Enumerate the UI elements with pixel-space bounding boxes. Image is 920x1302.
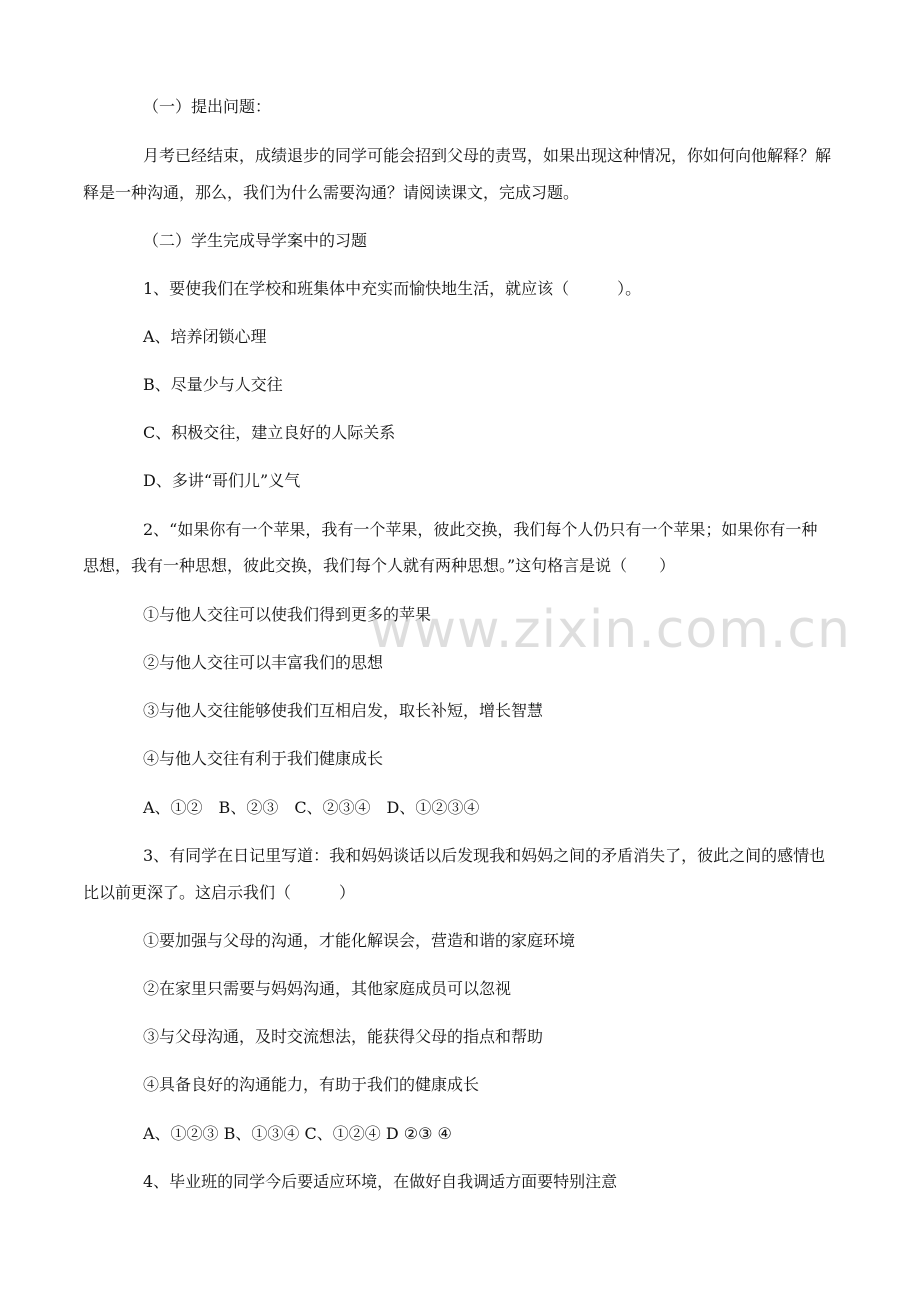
statement-2: ②与他人交往可以丰富我们的思想: [143, 653, 384, 672]
statement-1: ①要加强与父母的沟通，才能化解误会，营造和谐的家庭环境: [143, 931, 576, 950]
option-c: C、积极交往，建立良好的人际关系: [143, 423, 396, 442]
statement-3: ③与父母沟通，及时交流想法，能获得父母的指点和帮助: [143, 1027, 544, 1046]
question-3-continued: 比以前更深了。这启示我们（ ）: [83, 883, 356, 902]
question-2: 2、“如果你有一个苹果，我有一个苹果，彼此交换，我们每个人仍只有一个苹果；如果你有一种: [143, 520, 818, 539]
statement-4: ④与他人交往有利于我们健康成长: [143, 749, 384, 768]
section-heading-one: （一）提出问题：: [143, 97, 272, 116]
option-a: A、培养闭锁心理: [143, 327, 267, 346]
question-3: 3、有同学在日记里写道：我和妈妈谈话以后发现我和妈妈之间的矛盾消失了，彼此之间的感情也: [143, 846, 826, 865]
statement-3: ③与他人交往能够使我们互相启发，取长补短，增长智慧: [143, 701, 544, 720]
answer-options: A、①②③ B、①③④ C、①②④ D ②③ ④: [143, 1124, 452, 1143]
paragraph-line: 释是一种沟通，那么，我们为什么需要沟通？请阅读课文，完成习题。: [83, 183, 580, 202]
statement-2: ②在家里只需要与妈妈沟通，其他家庭成员可以忽视: [143, 979, 512, 998]
option-b: B、尽量少与人交往: [143, 375, 283, 394]
section-heading-two: （二）学生完成导学案中的习题: [143, 231, 368, 250]
question-1: 1、要使我们在学校和班集体中充实而愉快地生活，就应该（ ）。: [143, 279, 642, 298]
statement-4: ④具备良好的沟通能力，有助于我们的健康成长: [143, 1075, 480, 1094]
paragraph-line: 月考已经结束，成绩退步的同学可能会招到父母的责骂，如果出现这种情况，你如何向他解释？解: [143, 146, 832, 165]
question-4: 4、毕业班的同学今后要适应环境，在做好自我调适方面要特别注意: [143, 1172, 618, 1191]
answer-options: A、①② B、②③ C、②③④ D、①②③④: [143, 798, 480, 817]
watermark: www.zixin.com.cn: [370, 600, 851, 660]
statement-1: ①与他人交往可以使我们得到更多的苹果: [143, 605, 432, 624]
question-2-continued: 思想，我有一种思想，彼此交换，我们每个人就有两种思想。”这句格言是说（ ）: [83, 556, 676, 575]
option-d: D、多讲“哥们儿”义气: [143, 471, 301, 490]
